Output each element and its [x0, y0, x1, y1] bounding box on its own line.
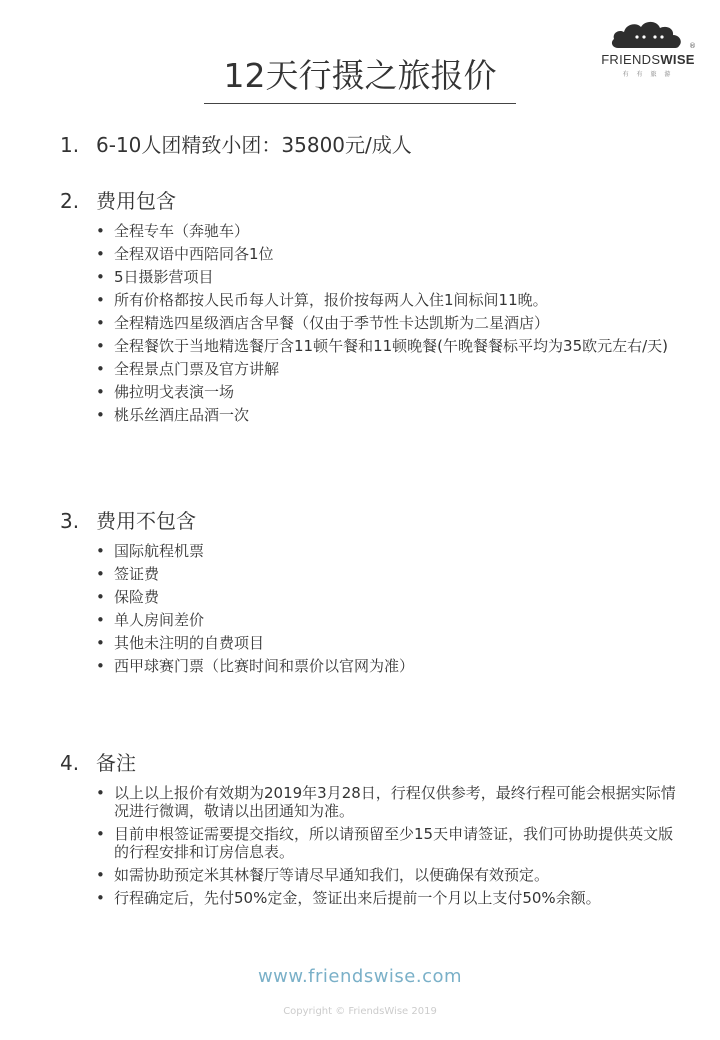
list-item	[60, 406, 680, 424]
bullet: •	[96, 825, 105, 843]
notes-list	[60, 784, 680, 907]
bullet: •	[96, 245, 105, 263]
list-item-text: 以上以上报价有效期为2019年3月28日，行程仅供参考，最终行程可能会根据实际情况进行微调，敬请以出团通知为准。	[114, 784, 676, 820]
bullet: •	[96, 565, 105, 583]
list-item	[60, 542, 680, 560]
list-item-text: 全程专车（奔驰车）	[114, 222, 250, 240]
bullet: •	[96, 314, 105, 332]
section-excluded	[60, 506, 680, 680]
list-item	[60, 784, 680, 820]
bullet: •	[96, 657, 105, 675]
list-item	[60, 337, 680, 355]
bullet: •	[96, 588, 105, 606]
section-number: 2.	[60, 189, 80, 213]
list-item-text: 签证费	[114, 565, 160, 583]
website-link[interactable]: www.friendswise.com	[257, 966, 463, 987]
bullet: •	[96, 611, 105, 629]
list-item-text: 全程双语中西陪同各1位	[114, 245, 274, 263]
list-item-text: 5日摄影营项目	[114, 268, 214, 286]
registered-mark: ®	[689, 42, 696, 50]
list-item	[60, 222, 680, 240]
section-heading	[60, 130, 680, 160]
bullet: •	[96, 337, 105, 355]
list-item	[60, 611, 680, 629]
section-title: 6-10人团精致小团：35800元/成人	[96, 133, 412, 157]
brand-name-part-1: FRIENDS	[601, 52, 661, 67]
bullet: •	[96, 889, 105, 907]
list-item	[60, 314, 680, 332]
section-number: 3.	[60, 509, 80, 533]
bullet: •	[96, 383, 105, 401]
list-item-text: 全程餐饮于当地精选餐厅含11顿午餐和11顿晚餐(午晚餐餐标平均为35欧元左右/天)	[114, 337, 669, 355]
list-item-text: 国际航程机票	[114, 542, 205, 560]
friendswise-logo	[596, 18, 700, 80]
list-item	[60, 825, 680, 861]
bullet: •	[96, 291, 105, 309]
bullet: •	[96, 784, 105, 802]
section-heading	[60, 748, 680, 778]
section-number: 4.	[60, 751, 80, 775]
list-item-text: 佛拉明戈表演一场	[114, 383, 235, 401]
excluded-list	[60, 542, 680, 675]
section-heading	[60, 506, 680, 536]
list-item	[60, 565, 680, 583]
list-item-text: 保险费	[114, 588, 160, 606]
cloud-logo-icon	[610, 18, 684, 52]
list-item	[60, 588, 680, 606]
bullet: •	[96, 634, 105, 652]
list-item	[60, 360, 680, 378]
list-item	[60, 245, 680, 263]
bullet: •	[96, 360, 105, 378]
list-item-text: 其他未注明的自费项目	[114, 634, 265, 652]
section-price	[60, 130, 680, 160]
page-title: 12天行摄之旅报价	[223, 56, 497, 95]
brand-name	[596, 52, 700, 67]
list-item-text: 行程确定后，先付50%定金，签证出来后提前一个月以上支付50%余额。	[114, 889, 601, 907]
brand-name-part-2: WISE	[660, 52, 695, 67]
list-item-text: 单人房间差价	[114, 611, 205, 629]
bullet: •	[96, 542, 105, 560]
bullet: •	[96, 866, 105, 884]
brand-subtitle: 有 有 旅 游	[622, 71, 674, 78]
list-item	[60, 383, 680, 401]
list-item-text: 全程景点门票及官方讲解	[114, 360, 280, 378]
list-item-text: 西甲球赛门票（比赛时间和票价以官网为准）	[114, 657, 415, 675]
section-number: 1.	[60, 133, 80, 157]
section-title: 费用不包含	[96, 509, 196, 533]
section-included	[60, 186, 680, 429]
list-item	[60, 657, 680, 675]
list-item	[60, 268, 680, 286]
list-item-text: 如需协助预定米其林餐厅等请尽早通知我们，以便确保有效预定。	[114, 866, 550, 884]
section-heading	[60, 186, 680, 216]
list-item	[60, 866, 680, 884]
section-title: 费用包含	[96, 189, 176, 213]
list-item-text: 目前申根签证需要提交指纹，所以请预留至少15天申请签证，我们可协助提供英文版的行程安排和订房信息表。	[114, 825, 674, 861]
section-title: 备注	[96, 751, 136, 775]
section-notes	[60, 748, 680, 912]
list-item	[60, 634, 680, 652]
list-item-text: 全程精选四星级酒店含早餐（仅由于季节性卡达凯斯为二星酒店）	[114, 314, 550, 332]
bullet: •	[96, 222, 105, 240]
copyright-notice: Copyright © FriendsWise 2019	[283, 1006, 437, 1017]
included-list	[60, 222, 680, 424]
list-item	[60, 889, 680, 907]
list-item	[60, 291, 680, 309]
list-item-text: 桃乐丝酒庄品酒一次	[114, 406, 250, 424]
bullet: •	[96, 406, 105, 424]
bullet: •	[96, 268, 105, 286]
title-underline	[204, 103, 516, 104]
list-item-text: 所有价格都按人民币每人计算，报价按每两人入住1间标间11晚。	[114, 291, 548, 309]
